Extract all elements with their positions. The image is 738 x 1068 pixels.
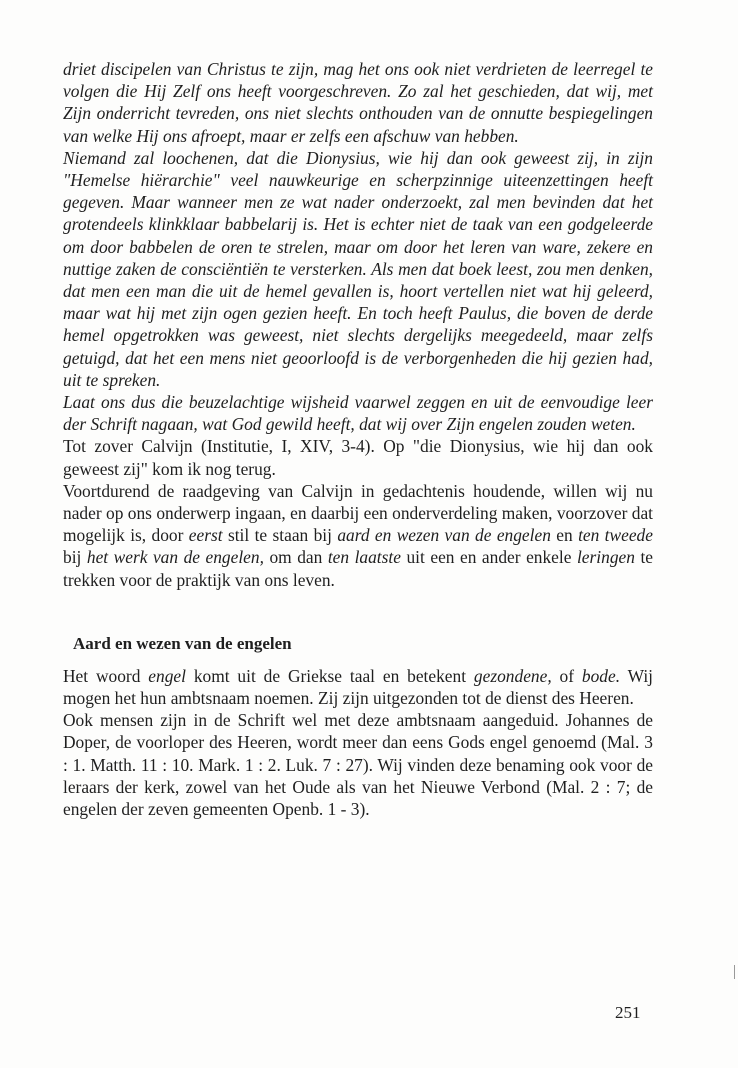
section-paragraph-2: Ook mensen zijn in de Schrift wel met deze ambtsnaam aangeduid. Johannes de Doper, de voorloper des Heeren, wordt meer dan eens Gods engel genoemd (Mal. 3 : 1. Matth. 11 : 10. Mark. 1 : 2. Luk. 7 : 27). Wij vinden deze benaming ook voor de leraars der kerk, zowel van het Oude als van het Nieuwe Verbond (Mal. 2 : 7; de engelen der zeven gemeenten Openb. 1 - 3). — [63, 710, 653, 820]
sp1-emphasis-engel: engel — [148, 665, 186, 686]
section-paragraph-1 — [63, 665, 653, 709]
text-column — [63, 58, 653, 820]
quote-paragraph-2: Niemand zal loochenen, dat die Dionysius, wie hij dan ook geweest zij, in zijn "Hemelse hiërarchie" veel nauwkeurige en scherpzinnige uiteenzettingen heeft gegeven. Maar wanneer men ze wat nader onderzoekt, zal men bevinden dat het grotendeels klinkklaar babbelarij is. Het is echter niet de taak van een godgeleerde om door babbelen de oren te strelen, maar om door het leren van ware, zekere en nuttige zaken de consciëntiën te versterken. Als men dat boek leest, zou men denken, dat men een man die uit de hemel gevallen is, hoort vertellen niet wat hij geleerd, maar wat hij met zijn ogen gezien heeft. En toch heeft Paulus, die boven de derde hemel opgetrokken was geweest, niet slechts dergelijks meegedeeld, maar zelfs getuigd, dat het een mens niet geoorloofd is de verborgenheden die hij gezien had, uit te spreken. — [63, 147, 653, 390]
citation-paragraph: Tot zover Calvijn (Institutie, I, XIV, 3-4). Op "die Dionysius, wie hij dan ook geweest zij" kom ik nog terug. — [63, 436, 653, 479]
intro-emphasis-eerst: eerst — [188, 525, 223, 546]
intro-emphasis-tweede: ten tweede — [578, 525, 653, 546]
intro-emphasis-leringen: leringen — [576, 547, 635, 568]
page-number: 251 — [615, 1003, 641, 1022]
intro-emphasis-aard: aard en wezen van de engelen — [337, 525, 551, 546]
sp1-emphasis-gezondene: gezondene, — [473, 665, 552, 686]
intro-text-5: om dan — [263, 547, 328, 568]
sp1-text-4: Wij mogen het hun ambtsnaam noemen. Zij zijn uitgezonden tot de dienst des Heeren. — [63, 665, 653, 709]
intro-text-3: en — [550, 525, 579, 546]
intro-text-1: Voortdurend de raadgeving van Calvijn in gedachtenis houdende, willen wij nu nader op ons onderwerp ingaan, en daarbij een onderverdeling maken, voorzover dat mogelijk is, door — [63, 480, 653, 546]
quote-paragraph-1: driet discipelen van Christus te zijn, mag het ons ook niet verdrieten de leerregel te volgen die Hij Zelf ons heeft voorgeschreven. Zo zal het geschieden, dat wij, met Zijn onderricht tevreden, ons niet slechts onthouden van de onnutte bespiegelingen van welke Hij ons afroept, maar er zelfs een afschuw van hebben. — [63, 59, 653, 146]
sp1-text-1: Het woord — [63, 665, 149, 686]
intro-text-7: te trekken voor de praktijk van ons leven. — [63, 547, 654, 590]
intro-emphasis-laatste: ten laatste — [327, 547, 401, 568]
sp1-text-3: of — [551, 665, 582, 686]
sp1-emphasis-bode: bode. — [581, 665, 621, 686]
margin-mark — [734, 965, 735, 979]
intro-text-6: uit een en ander enkele — [400, 547, 577, 568]
intro-paragraph — [63, 480, 653, 591]
quote-paragraph-3: Laat ons dus die beuzelachtige wijsheid vaarwel zeggen en uit de eenvoudige leer der Schrift nagaan, wat God gewild heeft, dat wij over Zijn engelen zouden weten. — [63, 392, 653, 435]
section-gap — [63, 591, 653, 633]
sp1-text-2: komt uit de Griekse taal en betekent — [185, 665, 474, 686]
section-heading: Aard en wezen van de engelen — [73, 633, 292, 653]
intro-text-4: bij — [63, 547, 87, 568]
intro-emphasis-werk: het werk van de engelen, — [86, 547, 264, 568]
intro-text-2: stil te staan bij — [222, 525, 338, 546]
